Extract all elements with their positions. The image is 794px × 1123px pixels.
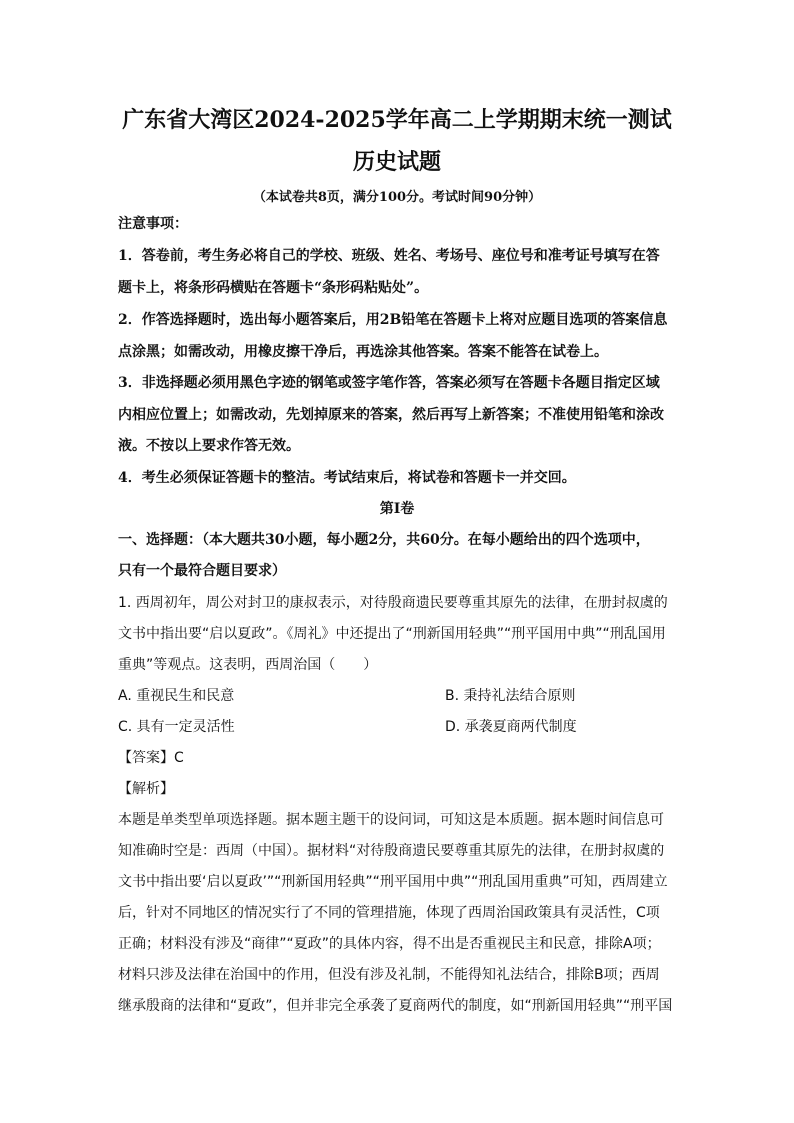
question-1-stem-line1: 1. 西周初年，周公对封卫的康叔表示，对待殷商遗民要尊重其原先的法律，在册封叔虞的 bbox=[118, 595, 668, 611]
analysis-line: 知准确时空是：西周（中国）。据材料“对待殷商遗民要尊重其原先的法律，在册封叔虞的 bbox=[118, 843, 665, 859]
volume-heading: 第Ⅰ卷 bbox=[379, 501, 415, 517]
analysis-line: 文书中指出要‘启以夏政’”“刑新国用轻典”“刑平国用中典”“刑乱国用重典”可知，西周建立 bbox=[118, 874, 668, 890]
analysis-line: 本题是单类型单项选择题。据本题主题干的设问词，可知这是本质题。据本题时间信息可 bbox=[118, 812, 664, 828]
question-1-stem-line3: 重典”等观点。这表明，西周治国（ ） bbox=[118, 657, 378, 673]
exam-info: （本试卷共8页，满分100分。考试时间90分钟） bbox=[252, 190, 542, 205]
question-1-option-c: C. 具有一定灵活性 bbox=[118, 719, 235, 735]
analysis-line: 材料只涉及法律在治国中的作用，但没有涉及礼制，不能得知礼法结合，排除B项；西周 bbox=[118, 967, 660, 983]
question-1-stem-line2: 文书中指出要“启以夏政”。《周礼》中还提出了“刑新国用轻典”“刑平国用中典”“刑乱国用 bbox=[118, 626, 666, 642]
notice-heading: 注意事项： bbox=[118, 216, 188, 232]
notice-item-3-line2: 内相应位置上；如需改动，先划掉原来的答案，然后再写上新答案；不准使用铅笔和涂改 bbox=[118, 407, 664, 423]
section-heading-line2: 只有一个最符合题目要求） bbox=[118, 563, 286, 579]
section-heading-line1: 一、选择题：（本大题共30小题，每小题2分，共60分。在每小题给出的四个选项中， bbox=[118, 532, 650, 548]
question-1-analysis-heading: 【解析】 bbox=[118, 781, 174, 797]
notice-item-4-line1: 4．考生必须保证答题卡的整洁。考试结束后，将试卷和答题卡一并交回。 bbox=[118, 470, 576, 486]
analysis-line: 正确；材料没有涉及“商律”“夏政”的具体内容，得不出是否重视民主和民意，排除A项； bbox=[118, 936, 661, 952]
page-title: 广东省大湾区2024-2025学年高二上学期期末统一测试 bbox=[122, 107, 672, 133]
notice-item-1-line2: 题卡上，将条形码横贴在答题卡“条形码粘贴处”。 bbox=[118, 280, 429, 296]
notice-item-1-line1: 1．答卷前，考生务必将自己的学校、班级、姓名、考场号、座位号和准考证号填写在答 bbox=[118, 248, 660, 264]
page-subtitle: 历史试题 bbox=[352, 149, 441, 175]
question-1-option-a: A. 重视民生和民意 bbox=[118, 688, 235, 704]
notice-item-3-line1: 3．非选择题必须用黑色字迹的钢笔或签字笔作答，答案必须写在答题卡各题目指定区域 bbox=[118, 375, 660, 391]
notice-item-3-line3: 液。不按以上要求作答无效。 bbox=[118, 438, 300, 454]
analysis-line: 后，针对不同地区的情况实行了不同的管理措施，体现了西周治国政策具有灵活性，C项 bbox=[118, 905, 660, 921]
notice-item-2-line1: 2．作答选择题时，选出每小题答案后，用2B铅笔在答题卡上将对应题目选项的答案信息 bbox=[118, 312, 668, 328]
question-1-option-d: D. 承袭夏商两代制度 bbox=[445, 719, 577, 735]
analysis-line: 继承殷商的法律和“夏政”，但并非完全承袭了夏商两代的制度，如“刑新国用轻典”“刑平国 bbox=[118, 998, 673, 1014]
notice-item-2-line2: 点涂黑；如需改动，用橡皮擦干净后，再选涂其他答案。答案不能答在试卷上。 bbox=[118, 344, 608, 360]
question-1-option-b: B. 秉持礼法结合原则 bbox=[445, 688, 576, 704]
question-1-answer: 【答案】C bbox=[118, 750, 184, 766]
